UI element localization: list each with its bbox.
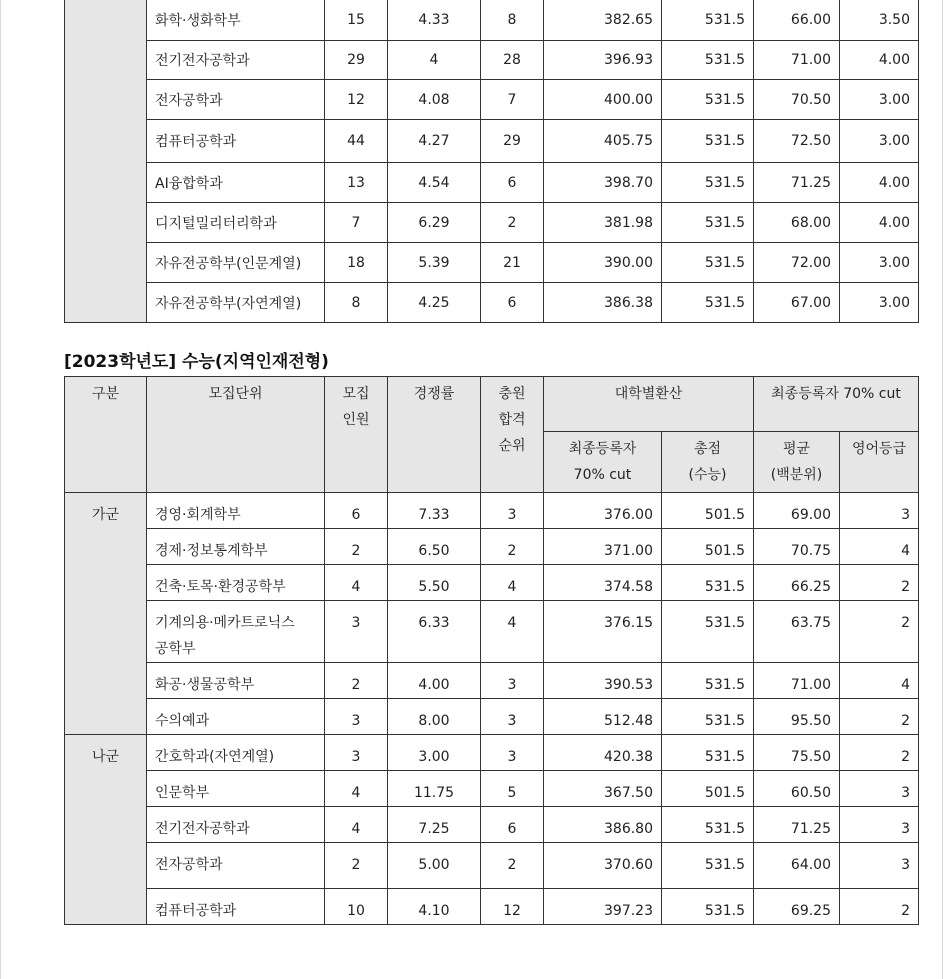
ratio-cell: 11.75 xyxy=(388,771,481,807)
table-row xyxy=(65,565,919,601)
unit-cell: 전기전자공학과 xyxy=(147,807,325,843)
rank-cell: 21 xyxy=(481,243,544,283)
unit-cell: 전기전자공학과 xyxy=(147,41,325,80)
avg-cell: 66.25 xyxy=(754,565,840,601)
ratio-cell: 4.25 xyxy=(388,283,481,323)
english-cell: 3 xyxy=(840,771,919,807)
ratio-cell: 4.33 xyxy=(388,0,481,41)
unit-cell: 컴퓨터공학과 xyxy=(147,120,325,163)
avg-cell: 72.00 xyxy=(754,243,840,283)
subheader-total: 총점 (수능) xyxy=(662,432,754,493)
recruit-cell: 2 xyxy=(325,663,388,699)
total-cell: 501.5 xyxy=(662,771,754,807)
english-cell: 3.00 xyxy=(840,80,919,120)
ratio-cell: 4.08 xyxy=(388,80,481,120)
avg-cell: 70.50 xyxy=(754,80,840,120)
ratio-cell: 5.39 xyxy=(388,243,481,283)
table-row xyxy=(65,663,919,699)
avg-cell: 71.00 xyxy=(754,41,840,80)
total-cell: 531.5 xyxy=(662,565,754,601)
recruit-cell: 8 xyxy=(325,283,388,323)
rank-cell: 12 xyxy=(481,889,544,925)
total-cell: 531.5 xyxy=(662,203,754,243)
converted-cell: 512.48 xyxy=(544,699,662,735)
converted-cell: 376.00 xyxy=(544,493,662,529)
english-cell: 2 xyxy=(840,889,919,925)
recruit-cell: 4 xyxy=(325,565,388,601)
table-row xyxy=(65,493,919,529)
english-cell: 3 xyxy=(840,843,919,889)
avg-cell: 71.00 xyxy=(754,663,840,699)
table-row xyxy=(65,807,919,843)
recruit-cell: 18 xyxy=(325,243,388,283)
avg-cell: 63.75 xyxy=(754,601,840,663)
group-label: 가군 xyxy=(65,493,147,735)
unit-cell: AI융합학과 xyxy=(147,163,325,203)
converted-cell: 367.50 xyxy=(544,771,662,807)
regional-talent-results-table xyxy=(64,376,919,925)
converted-cell: 370.60 xyxy=(544,843,662,889)
converted-cell: 405.75 xyxy=(544,120,662,163)
rank-cell: 29 xyxy=(481,120,544,163)
avg-cell: 60.50 xyxy=(754,771,840,807)
unit-cell: 디지털밀리터리학과 xyxy=(147,203,325,243)
total-cell: 531.5 xyxy=(662,243,754,283)
header-unit: 모집단위 xyxy=(147,377,325,493)
recruit-cell: 44 xyxy=(325,120,388,163)
english-cell: 3.00 xyxy=(840,243,919,283)
ratio-cell: 4.10 xyxy=(388,889,481,925)
rank-cell: 4 xyxy=(481,565,544,601)
group-cell xyxy=(65,0,147,323)
table-row xyxy=(65,283,919,323)
section-heading: [2023학년도] 수능(지역인재전형) xyxy=(64,352,329,372)
avg-cell: 75.50 xyxy=(754,735,840,771)
header-final-70-cut: 최종등록자 70% cut xyxy=(754,377,919,432)
table-row xyxy=(65,771,919,807)
table-row xyxy=(65,889,919,925)
recruit-cell: 12 xyxy=(325,80,388,120)
recruit-cell: 4 xyxy=(325,771,388,807)
recruit-cell: 15 xyxy=(325,0,388,41)
rank-cell: 3 xyxy=(481,663,544,699)
total-cell: 531.5 xyxy=(662,663,754,699)
table-row xyxy=(65,735,919,771)
ratio-cell: 8.00 xyxy=(388,699,481,735)
previous-results-table xyxy=(64,0,919,323)
avg-cell: 64.00 xyxy=(754,843,840,889)
table-row xyxy=(65,529,919,565)
english-cell: 3 xyxy=(840,807,919,843)
header-univ-conversion: 대학별환산 xyxy=(544,377,754,432)
ratio-cell: 7.25 xyxy=(388,807,481,843)
ratio-cell: 5.00 xyxy=(388,843,481,889)
table-row xyxy=(65,243,919,283)
recruit-cell: 3 xyxy=(325,735,388,771)
ratio-cell: 4 xyxy=(388,41,481,80)
unit-cell: 전자공학과 xyxy=(147,80,325,120)
total-cell: 531.5 xyxy=(662,889,754,925)
unit-cell: 자유전공학부(인문계열) xyxy=(147,243,325,283)
unit-cell: 경영·회계학부 xyxy=(147,493,325,529)
avg-cell: 69.00 xyxy=(754,493,840,529)
recruit-cell: 29 xyxy=(325,41,388,80)
recruit-cell: 3 xyxy=(325,601,388,663)
unit-cell: 건축·토목·환경공학부 xyxy=(147,565,325,601)
ratio-cell: 5.50 xyxy=(388,565,481,601)
header-group: 구분 xyxy=(65,377,147,493)
unit-cell: 전자공학과 xyxy=(147,843,325,889)
ratio-cell: 7.33 xyxy=(388,493,481,529)
english-cell: 2 xyxy=(840,699,919,735)
english-cell: 2 xyxy=(840,565,919,601)
english-cell: 3.00 xyxy=(840,283,919,323)
rank-cell: 28 xyxy=(481,41,544,80)
rank-cell: 3 xyxy=(481,735,544,771)
rank-cell: 2 xyxy=(481,203,544,243)
converted-cell: 390.53 xyxy=(544,663,662,699)
table-row xyxy=(65,163,919,203)
group-label: 나군 xyxy=(65,735,147,925)
avg-cell: 68.00 xyxy=(754,203,840,243)
unit-cell: 화학·생화학부 xyxy=(147,0,325,41)
unit-cell: 경제·정보통계학부 xyxy=(147,529,325,565)
converted-cell: 386.38 xyxy=(544,283,662,323)
recruit-cell: 7 xyxy=(325,203,388,243)
converted-cell: 398.70 xyxy=(544,163,662,203)
unit-cell: 인문학부 xyxy=(147,771,325,807)
total-cell: 531.5 xyxy=(662,120,754,163)
ratio-cell: 4.27 xyxy=(388,120,481,163)
converted-cell: 381.98 xyxy=(544,203,662,243)
converted-cell: 397.23 xyxy=(544,889,662,925)
rank-cell: 2 xyxy=(481,843,544,889)
converted-cell: 386.80 xyxy=(544,807,662,843)
avg-cell: 70.75 xyxy=(754,529,840,565)
total-cell: 531.5 xyxy=(662,735,754,771)
rank-cell: 4 xyxy=(481,601,544,663)
ratio-cell: 4.54 xyxy=(388,163,481,203)
total-cell: 531.5 xyxy=(662,283,754,323)
table-row xyxy=(65,601,919,663)
english-cell: 4.00 xyxy=(840,41,919,80)
subheader-avg: 평균 (백분위) xyxy=(754,432,840,493)
unit-cell: 자유전공학부(자연계열) xyxy=(147,283,325,323)
recruit-cell: 2 xyxy=(325,843,388,889)
header-ratio: 경쟁률 xyxy=(388,377,481,493)
rank-cell: 6 xyxy=(481,163,544,203)
table-row xyxy=(65,41,919,80)
recruit-cell: 10 xyxy=(325,889,388,925)
total-cell: 531.5 xyxy=(662,843,754,889)
table-row xyxy=(65,203,919,243)
total-cell: 531.5 xyxy=(662,601,754,663)
rank-cell: 6 xyxy=(481,807,544,843)
rank-cell: 7 xyxy=(481,80,544,120)
unit-cell: 컴퓨터공학과 xyxy=(147,889,325,925)
recruit-cell: 6 xyxy=(325,493,388,529)
ratio-cell: 6.50 xyxy=(388,529,481,565)
subheader-english: 영어등급 xyxy=(840,432,919,493)
rank-cell: 3 xyxy=(481,699,544,735)
recruit-cell: 4 xyxy=(325,807,388,843)
rank-cell: 6 xyxy=(481,283,544,323)
english-cell: 3.50 xyxy=(840,0,919,41)
rank-cell: 2 xyxy=(481,529,544,565)
avg-cell: 72.50 xyxy=(754,120,840,163)
total-cell: 531.5 xyxy=(662,807,754,843)
total-cell: 531.5 xyxy=(662,41,754,80)
ratio-cell: 4.00 xyxy=(388,663,481,699)
unit-cell: 간호학과(자연계열) xyxy=(147,735,325,771)
unit-cell: 기계의용·메카트로닉스 공학부 xyxy=(147,601,325,663)
total-cell: 531.5 xyxy=(662,80,754,120)
english-cell: 4 xyxy=(840,529,919,565)
table-row xyxy=(65,80,919,120)
english-cell: 2 xyxy=(840,735,919,771)
table-row xyxy=(65,120,919,163)
english-cell: 4.00 xyxy=(840,203,919,243)
rank-cell: 5 xyxy=(481,771,544,807)
english-cell: 3.00 xyxy=(840,120,919,163)
ratio-cell: 3.00 xyxy=(388,735,481,771)
converted-cell: 382.65 xyxy=(544,0,662,41)
table-row xyxy=(65,0,919,41)
ratio-cell: 6.33 xyxy=(388,601,481,663)
table-row xyxy=(65,843,919,889)
total-cell: 531.5 xyxy=(662,699,754,735)
avg-cell: 71.25 xyxy=(754,163,840,203)
avg-cell: 71.25 xyxy=(754,807,840,843)
english-cell: 4 xyxy=(840,663,919,699)
recruit-cell: 13 xyxy=(325,163,388,203)
avg-cell: 95.50 xyxy=(754,699,840,735)
table-row xyxy=(65,699,919,735)
total-cell: 501.5 xyxy=(662,529,754,565)
avg-cell: 66.00 xyxy=(754,0,840,41)
ratio-cell: 6.29 xyxy=(388,203,481,243)
converted-cell: 390.00 xyxy=(544,243,662,283)
rank-cell: 8 xyxy=(481,0,544,41)
converted-cell: 396.93 xyxy=(544,41,662,80)
converted-cell: 420.38 xyxy=(544,735,662,771)
converted-cell: 400.00 xyxy=(544,80,662,120)
recruit-cell: 3 xyxy=(325,699,388,735)
converted-cell: 374.58 xyxy=(544,565,662,601)
total-cell: 501.5 xyxy=(662,493,754,529)
unit-cell: 수의예과 xyxy=(147,699,325,735)
recruit-cell: 2 xyxy=(325,529,388,565)
converted-cell: 371.00 xyxy=(544,529,662,565)
rank-cell: 3 xyxy=(481,493,544,529)
english-cell: 4.00 xyxy=(840,163,919,203)
total-cell: 531.5 xyxy=(662,163,754,203)
avg-cell: 69.25 xyxy=(754,889,840,925)
subheader-converted: 최종등록자 70% cut xyxy=(544,432,662,493)
total-cell: 531.5 xyxy=(662,0,754,41)
english-cell: 3 xyxy=(840,493,919,529)
english-cell: 2 xyxy=(840,601,919,663)
unit-cell: 화공·생물공학부 xyxy=(147,663,325,699)
avg-cell: 67.00 xyxy=(754,283,840,323)
converted-cell: 376.15 xyxy=(544,601,662,663)
header-recruit: 모집 인원 xyxy=(325,377,388,493)
header-rank: 충원 합격 순위 xyxy=(481,377,544,493)
